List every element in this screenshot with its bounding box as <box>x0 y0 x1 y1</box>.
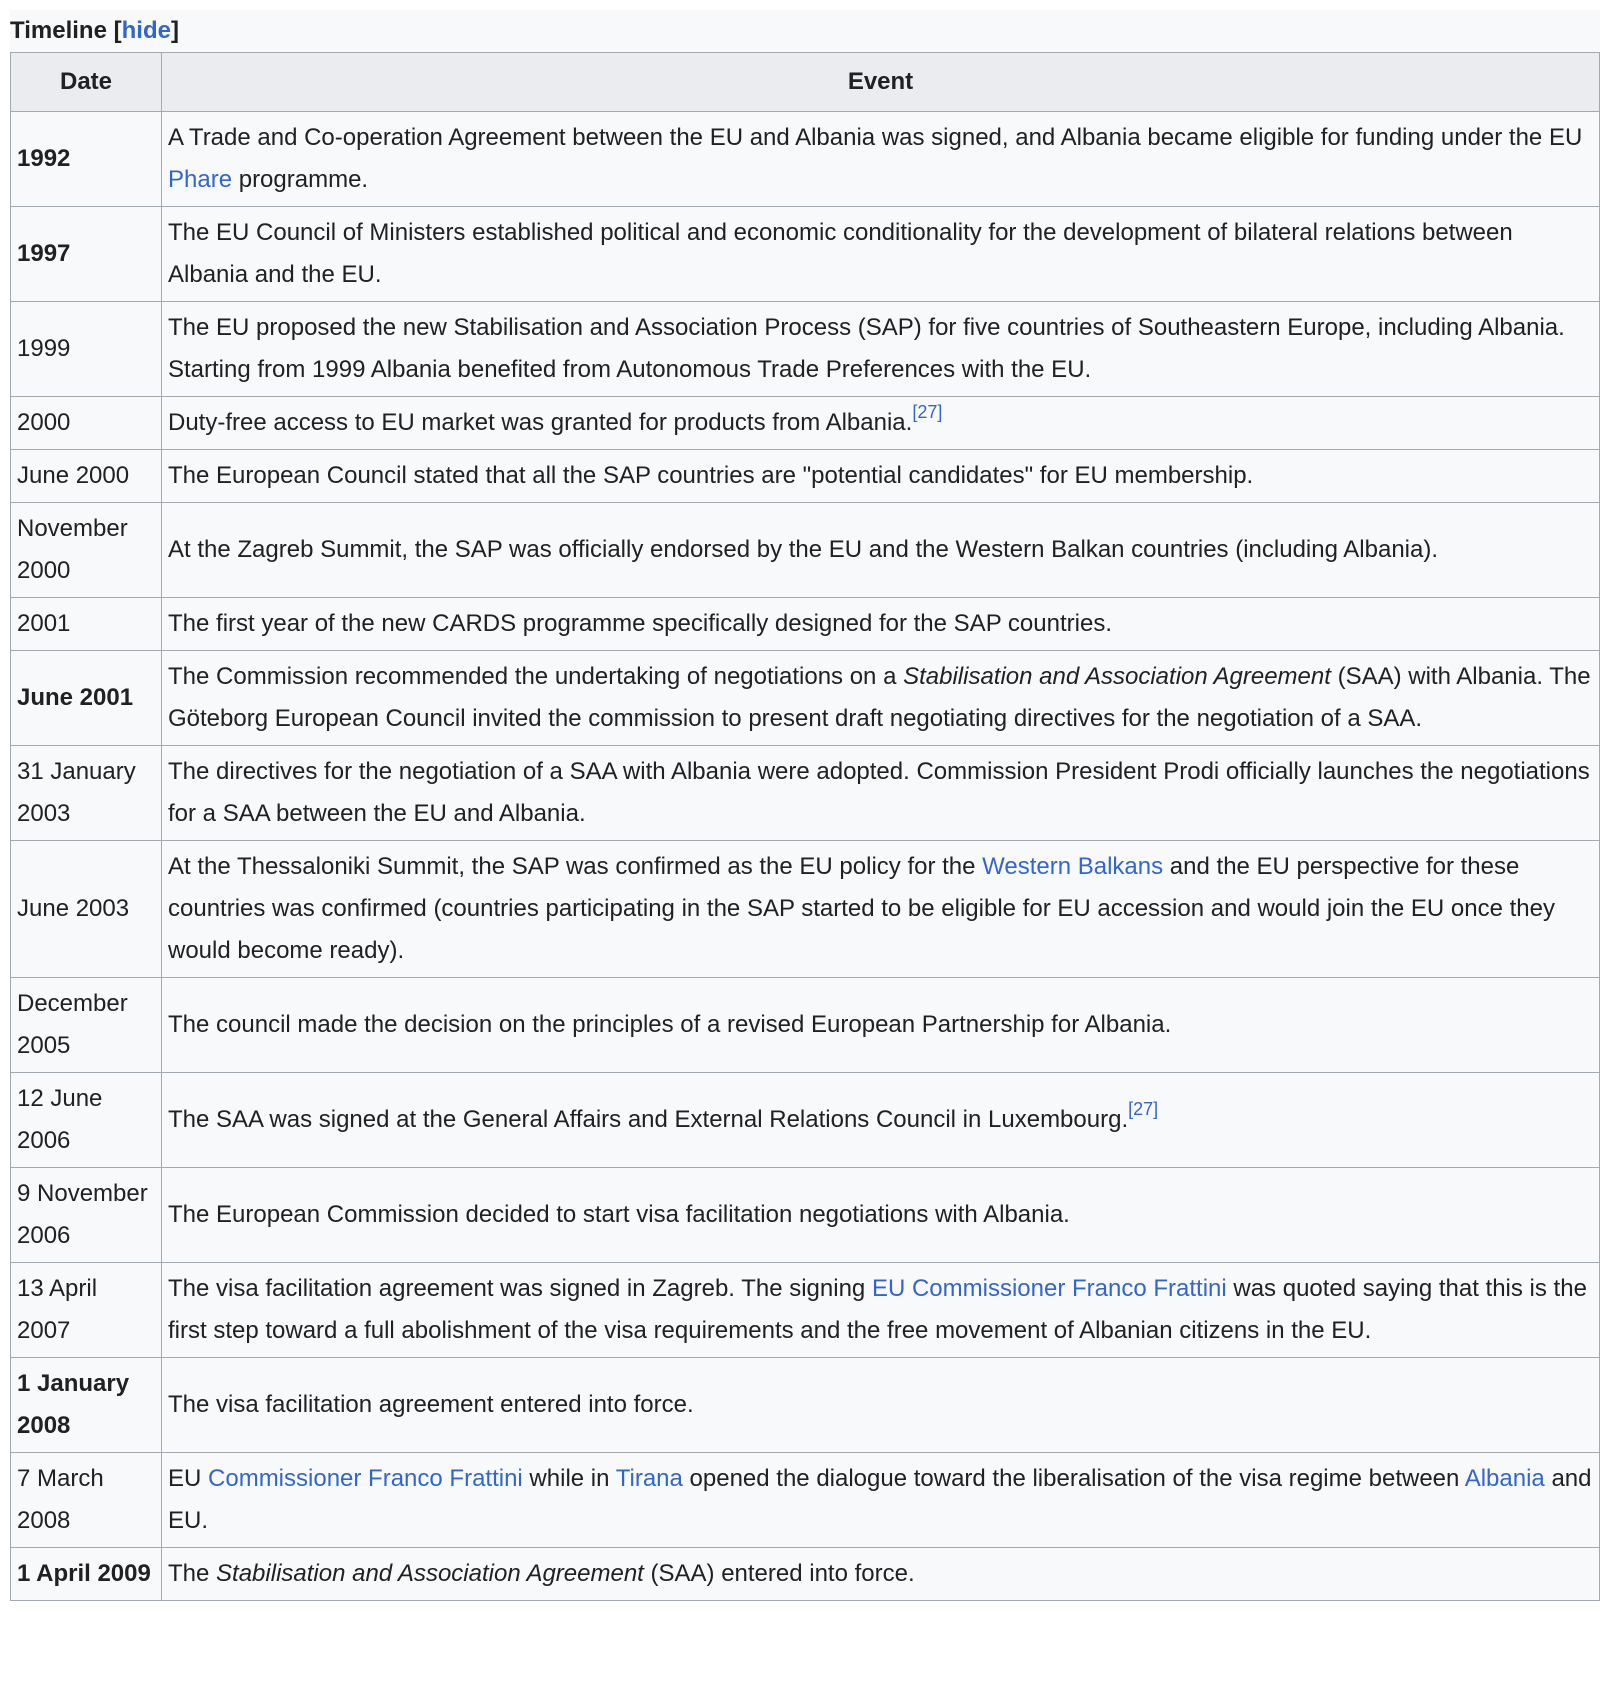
caption-title: Timeline <box>10 17 107 44</box>
event-cell: The council made the decision on the principles of a revised European Partnership for Albania. <box>162 978 1600 1073</box>
event-cell: EU Commissioner Franco Frattini while in Tirana opened the dialogue toward the liberalisation of the visa regime between Albania and EU. <box>162 1453 1600 1548</box>
event-cell: At the Thessaloniki Summit, the SAP was confirmed as the EU policy for the Western Balkans and the EU perspective for these countries was confirmed (countries participating in the SAP started to be eligible for EU accession and would join the EU once they would become ready). <box>162 841 1600 978</box>
date-cell: June 2000 <box>11 450 162 503</box>
date-cell: 7 March 2008 <box>11 1453 162 1548</box>
event-column-header: Event <box>162 53 1600 112</box>
table-row <box>11 450 1600 503</box>
date-column-header: Date <box>11 53 162 112</box>
event-cell: The visa facilitation agreement was signed in Zagreb. The signing EU Commissioner Franco Frattini was quoted saying that this is the first step toward a full abolishment of the visa requirements and the free movement of Albanian citizens in the EU. <box>162 1263 1600 1358</box>
date-cell: 31 January 2003 <box>11 746 162 841</box>
reference-link[interactable]: [27] <box>912 402 943 422</box>
event-cell: The European Council stated that all the SAP countries are "potential candidates" for EU membership. <box>162 450 1600 503</box>
event-cell: The visa facilitation agreement entered into force. <box>162 1358 1600 1453</box>
date-cell: 1997 <box>11 207 162 302</box>
date-cell: 12 June 2006 <box>11 1073 162 1168</box>
date-cell: 1 January 2008 <box>11 1358 162 1453</box>
event-cell: The European Commission decided to start visa facilitation negotiations with Albania. <box>162 1168 1600 1263</box>
date-cell: 1 April 2009 <box>11 1548 162 1601</box>
table-row <box>11 651 1600 746</box>
date-cell: December 2005 <box>11 978 162 1073</box>
table-row <box>11 978 1600 1073</box>
timeline-box <box>10 10 1600 1601</box>
event-cell: The Commission recommended the undertaking of negotiations on a Stabilisation and Association Agreement (SAA) with Albania. The Göteborg European Council invited the commission to present draft negotiating directives for the negotiation of a SAA. <box>162 651 1600 746</box>
western-balkans-link[interactable]: Western Balkans <box>982 853 1164 880</box>
event-cell: The SAA was signed at the General Affairs and External Relations Council in Luxembourg.[27] <box>162 1073 1600 1168</box>
event-cell: The EU proposed the new Stabilisation and Association Process (SAP) for five countries of Southeastern Europe, including Albania. Starting from 1999 Albania benefited from Autonomous Trade Preferences with the EU. <box>162 302 1600 397</box>
table-row <box>11 112 1600 207</box>
event-cell: Duty-free access to EU market was granted for products from Albania.[27] <box>162 397 1600 450</box>
date-cell: 2000 <box>11 397 162 450</box>
frattini-link[interactable]: EU Commissioner Franco Frattini <box>871 1275 1227 1302</box>
table-caption: Timeline [hide] <box>10 10 1600 52</box>
table-row <box>11 1453 1600 1548</box>
table-row <box>11 503 1600 598</box>
timeline-table <box>10 52 1600 1601</box>
table-row <box>11 1168 1600 1263</box>
date-cell: 1992 <box>11 112 162 207</box>
reference-superscript <box>1128 1099 1158 1119</box>
header-row <box>11 53 1600 112</box>
date-cell: 13 April 2007 <box>11 1263 162 1358</box>
date-cell: 9 November 2006 <box>11 1168 162 1263</box>
reference-link[interactable]: [27] <box>1128 1099 1159 1119</box>
table-row <box>11 841 1600 978</box>
event-cell: The EU Council of Ministers established political and economic conditionality for the development of bilateral relations between Albania and the EU. <box>162 207 1600 302</box>
event-cell: At the Zagreb Summit, the SAP was officially endorsed by the EU and the Western Balkan countries (including Albania). <box>162 503 1600 598</box>
date-cell: 2001 <box>11 598 162 651</box>
date-cell: 1999 <box>11 302 162 397</box>
reference-superscript <box>912 402 942 422</box>
table-row <box>11 302 1600 397</box>
date-cell: November 2000 <box>11 503 162 598</box>
table-row <box>11 397 1600 450</box>
event-cell: The directives for the negotiation of a SAA with Albania were adopted. Commission President Prodi officially launches the negotiations for a SAA between the EU and Albania. <box>162 746 1600 841</box>
event-cell: A Trade and Co-operation Agreement between the EU and Albania was signed, and Albania became eligible for funding under the EU Phare programme. <box>162 112 1600 207</box>
table-row <box>11 1358 1600 1453</box>
table-row <box>11 1548 1600 1601</box>
albania-link[interactable]: Albania <box>1464 1465 1545 1492</box>
table-row <box>11 207 1600 302</box>
table-row <box>11 746 1600 841</box>
hide-link[interactable]: hide <box>121 17 171 44</box>
table-row <box>11 598 1600 651</box>
date-cell: June 2003 <box>11 841 162 978</box>
frattini-link[interactable]: Commissioner Franco Frattini <box>208 1465 523 1492</box>
event-cell: The Stabilisation and Association Agreement (SAA) entered into force. <box>162 1548 1600 1601</box>
date-cell: June 2001 <box>11 651 162 746</box>
event-cell: The first year of the new CARDS programme specifically designed for the SAP countries. <box>162 598 1600 651</box>
table-row <box>11 1263 1600 1358</box>
tirana-link[interactable]: Tirana <box>615 1465 683 1492</box>
phare-link[interactable]: Phare <box>168 166 233 193</box>
table-row <box>11 1073 1600 1168</box>
